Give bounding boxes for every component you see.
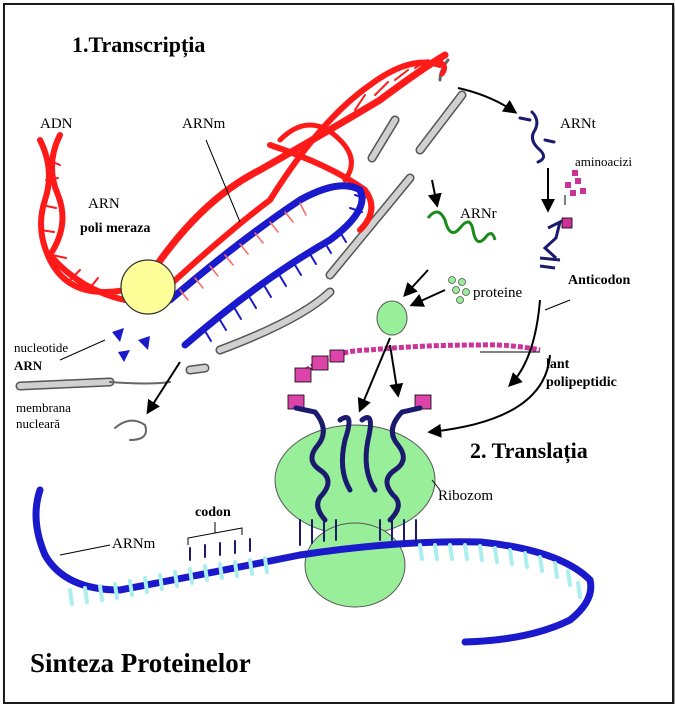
translation-heading: 2. Translația xyxy=(470,438,588,463)
label-arn-polymerase-2: poli meraza xyxy=(80,221,151,236)
trna-molecule xyxy=(520,112,554,162)
label-lant-2: polipeptidic xyxy=(546,375,617,390)
protein-dots xyxy=(449,277,470,304)
label-arn-polymerase-1: ARN xyxy=(88,196,120,212)
label-adn: ADN xyxy=(40,116,73,132)
label-arnr: ARNr xyxy=(460,206,497,222)
label-arnm-top: ARNm xyxy=(182,116,226,132)
label-ribozom: Ribozom xyxy=(438,488,493,504)
ribosome xyxy=(275,425,435,607)
transcription-heading: 1.Transcripția xyxy=(72,32,206,57)
label-membrana-2: nucleară xyxy=(16,416,61,431)
dna-helix xyxy=(40,55,445,300)
process-arrows xyxy=(148,88,550,432)
label-proteine: proteine xyxy=(473,285,523,301)
label-anticodon: Anticodon xyxy=(568,273,631,288)
charged-trna xyxy=(540,222,560,268)
free-nucleotides xyxy=(112,328,150,362)
label-membrana-1: membrana xyxy=(16,400,71,415)
rna-polymerase xyxy=(121,260,175,314)
label-arnm-bottom: ARNm xyxy=(112,536,156,552)
amino-acids xyxy=(562,170,586,228)
label-arnt: ARNt xyxy=(560,116,596,132)
label-aminoacizi: aminoacizi xyxy=(575,154,633,169)
label-nucleotide-2: ARN xyxy=(14,358,43,373)
small-ribosome-subunit xyxy=(377,301,407,335)
label-lant-1: lant xyxy=(546,357,570,372)
label-nucleotide-1: nucleotide xyxy=(14,340,69,355)
label-codon: codon xyxy=(195,505,231,520)
main-title: Sinteza Proteinelor xyxy=(30,648,251,678)
polypeptide-chain xyxy=(288,345,540,409)
codon-bracket xyxy=(188,522,242,545)
